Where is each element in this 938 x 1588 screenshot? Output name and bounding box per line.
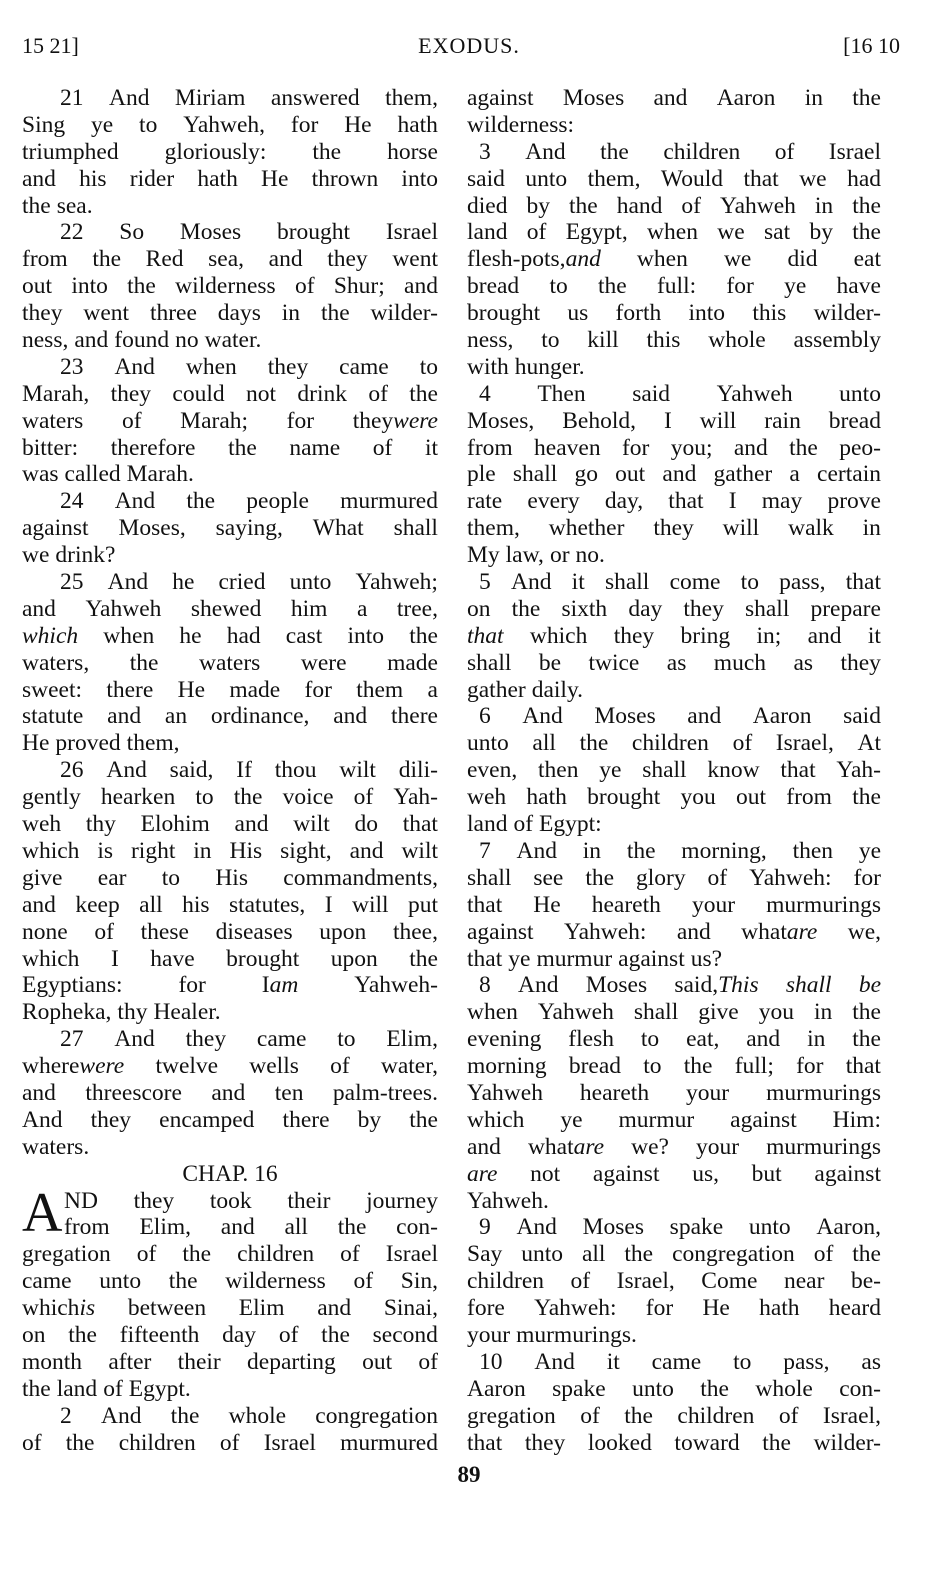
text-line: from the Red sea, and they went [22,246,438,273]
text-line: And they encamped there by the [22,1106,438,1133]
text-line: 2 And the whole congregation [60,1402,438,1429]
verse-paragraph [22,354,438,488]
text-line: 7 And in the morning, then ye [479,837,881,864]
text-line: and threescore and ten palm-trees. [22,1079,438,1106]
text-line: morning bread to the full; for that [467,1053,881,1080]
verse-paragraph [467,838,881,972]
text-line: ple shall go out and gather a certain [467,461,881,488]
text-line: give ear to His commandments, [22,864,438,891]
text-line: gregation of the children of Israel [22,1241,438,1268]
text-line: your murmurings. [467,1321,637,1348]
verse-paragraph [22,757,438,1026]
text-line: Sing ye to Yahweh, for He hath [22,111,438,138]
text-line: 27 And they came to Elim, [60,1026,438,1053]
text-line: 9 And Moses spake unto Aaron, [479,1214,881,1241]
text-line: when Yahweh shall give you in the [467,999,881,1026]
text-line: sweet: there He made for them a [22,676,438,703]
verse-paragraph [22,1026,438,1160]
text-line: out into the wilderness of Shur; and [22,273,438,300]
verse-paragraph [22,488,438,569]
text-line: died by the hand of Yahweh in the [467,192,881,219]
text-line: Yahweh heareth your murmurings [467,1079,881,1106]
text-line: month after their departing out of [22,1348,438,1375]
verse-paragraph [22,1181,438,1403]
text-line: evening flesh to eat, and in the [467,1026,881,1053]
text-line: that they looked toward the wilder- [467,1429,881,1456]
text-line: that ye murmur against us? [467,945,723,972]
text-line: ND they took their journey [64,1187,438,1214]
text-line: ness, and found no water. [22,327,262,354]
text-line: 22 So Moses brought Israel [60,219,438,246]
text-line: flesh-pots,and when we did eat [467,246,881,273]
text-line: against Yahweh: and whatare we, [467,918,881,945]
text-line: 23 And when they came to [60,353,438,380]
text-column-right [467,85,881,1456]
text-line: Moses, Behold, I will rain bread [467,407,881,434]
verse-paragraph [22,85,438,219]
text-line: the land of Egypt. [22,1375,191,1402]
text-line: Ropheka, thy Healer. [22,999,221,1026]
text-line: gather daily. [467,676,584,703]
text-line: Marah, they could not drink of the [22,380,438,407]
running-head-title: EXODUS. [418,33,520,58]
text-line: which ye murmur against Him: [467,1106,881,1133]
text-line: whichis between Elim and Sinai, [22,1295,438,1322]
text-line: Egyptians: for Iam Yahweh- [22,972,438,999]
text-line: shall see the glory of Yahweh: for [467,864,881,891]
verse-paragraph [467,85,881,139]
text-line: land of Egypt, when we sat by the [467,219,881,246]
running-head-right: [16 10 [843,33,900,58]
text-line: weh thy Elohim and wilt do that [22,811,438,838]
text-line: fore Yahweh: for He hath heard [467,1295,881,1322]
text-line: waters of Marah; for theywere [22,407,438,434]
text-line: which I have brought upon the [22,945,438,972]
text-line: rate every day, that I may prove [467,488,881,515]
text-line: bread to the full: for ye have [467,273,881,300]
text-line: 5 And it shall come to pass, that [479,569,881,596]
text-line: was called Marah. [22,461,194,488]
text-line: 21 And Miriam answered them, [60,85,438,111]
text-line: and his rider hath He thrown into [22,165,438,192]
text-line: brought us forth into this wilder- [467,300,881,327]
text-line: 10 And it came to pass, as [479,1348,881,1375]
text-line: Yahweh. [467,1187,549,1214]
text-line: children of Israel, Come near be- [467,1268,881,1295]
text-line: gently hearken to the voice of Yah- [22,784,438,811]
text-column-left [22,85,438,1456]
verse-paragraph [467,972,881,1214]
verse-paragraph [22,1403,438,1457]
verse-paragraph [467,703,881,837]
text-line: with hunger. [467,353,585,380]
verse-paragraph [22,569,438,757]
text-line: came unto the wilderness of Sin, [22,1268,438,1295]
text-line: none of these diseases upon thee, [22,918,438,945]
text-line: said unto them, Would that we had [467,165,881,192]
text-line: the sea. [22,192,93,219]
text-line: My law, or no. [467,542,605,569]
text-line: statute and an ordinance, and there [22,703,438,730]
text-line: weh hath brought you out from the [467,784,881,811]
text-line: against Moses, saying, What shall [22,515,438,542]
text-line: unto all the children of Israel, At [467,730,881,757]
text-line: He proved them, [22,730,180,757]
text-line: bitter: therefore the name of it [22,434,438,461]
text-line: which is right in His sight, and wilt [22,837,438,864]
text-line: land of Egypt: [467,811,602,838]
text-line: of the children of Israel murmured [22,1429,438,1456]
text-line: they went three days in the wilder- [22,300,438,327]
text-line: from heaven for you; and the peo- [467,434,881,461]
text-line: on the sixth day they shall prepare [467,595,881,622]
text-line: even, then ye shall know that Yah- [467,757,881,784]
text-line: wilderness: [467,111,575,138]
verse-paragraph [22,219,438,353]
text-line: them, whether they will walk in [467,515,881,542]
text-line: that which they bring in; and it [467,622,881,649]
verse-paragraph [467,569,881,703]
text-line: are not against us, but against [467,1160,881,1187]
verse-paragraph [467,139,881,381]
text-line: that He heareth your murmurings [467,891,881,918]
drop-cap: A [22,1181,63,1244]
text-line: gregation of the children of Israel, [467,1402,881,1429]
text-line: on the fifteenth day of the second [22,1321,438,1348]
text-line: shall be twice as much as they [467,649,881,676]
text-line: and keep all his statutes, I will put [22,891,438,918]
text-line: 8 And Moses said,This shall be [479,972,881,999]
verse-paragraph [467,1349,881,1457]
text-line: and Yahweh shewed him a tree, [22,595,438,622]
text-line: from Elim, and all the con- [64,1214,438,1241]
text-line: wherewere twelve wells of water, [22,1053,438,1080]
text-line: 4 Then said Yahweh unto [479,380,881,407]
text-line: 3 And the children of Israel [479,138,881,165]
running-head-left: 15 21] [22,33,79,58]
chapter-heading [22,1161,438,1188]
text-line: against Moses and Aaron in the [467,85,881,111]
text-line: we drink? [22,542,116,569]
verse-paragraph [467,1214,881,1348]
text-line: 25 And he cried unto Yahweh; [60,569,438,596]
text-line: Say unto all the congregation of the [467,1241,881,1268]
text-line: waters. [22,1133,90,1160]
text-line: 24 And the people murmured [60,488,438,515]
text-line: Aaron spake unto the whole con- [467,1375,881,1402]
verse-paragraph [467,381,881,569]
text-line: waters, the waters were made [22,649,438,676]
text-line: and whatare we? your murmurings [467,1133,881,1160]
text-line: which when he had cast into the [22,622,438,649]
text-line: triumphed gloriously: the horse [22,138,438,165]
page-number: 89 [457,1462,481,1487]
text-line: 26 And said, If thou wilt dili- [60,757,438,784]
chapter-heading-text: CHAP. 16 [182,1160,278,1187]
text-line: ness, to kill this whole assembly [467,327,881,354]
text-line: 6 And Moses and Aaron said [479,703,881,730]
